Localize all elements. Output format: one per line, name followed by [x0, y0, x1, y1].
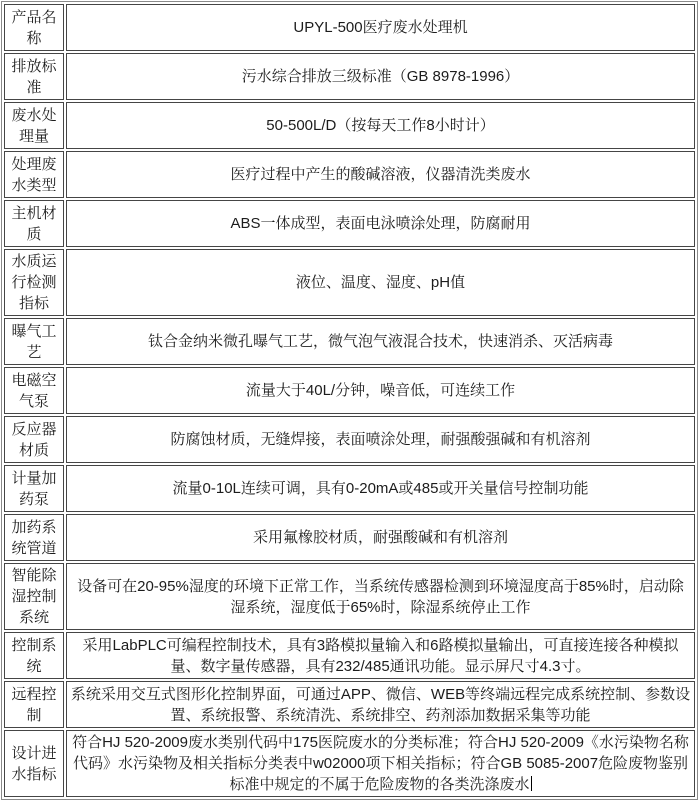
spec-label: 曝气工艺: [4, 318, 64, 365]
table-row: [4, 730, 695, 797]
spec-value: 采用氟橡胶材质，耐强酸碱和有机溶剂: [66, 514, 695, 561]
spec-label: 智能除湿控制系统: [4, 563, 64, 630]
spec-label: 产品名称: [4, 4, 64, 51]
table-row: [4, 249, 695, 316]
table-row: [4, 465, 695, 512]
spec-value: 50-500L/D（按每天工作8小时计）: [66, 102, 695, 149]
spec-label: 反应器材质: [4, 416, 64, 463]
spec-label: 控制系统: [4, 632, 64, 679]
spec-label: 处理废水类型: [4, 151, 64, 198]
spec-value: 采用LabPLC可编程控制技术，具有3路模拟量输入和6路模拟量输出，可直接连接各种模拟量、数字量传感器，具有232/485通讯功能。显示屏尺寸4.3寸。: [66, 632, 695, 679]
spec-label: 主机材质: [4, 200, 64, 247]
table-row: [4, 102, 695, 149]
spec-label: 计量加药泵: [4, 465, 64, 512]
product-spec-table: [1, 1, 698, 800]
table-row: [4, 200, 695, 247]
spec-label: 水质运行检测指标: [4, 249, 64, 316]
spec-value: 液位、温度、湿度、pH值: [66, 249, 695, 316]
text-cursor: [531, 776, 532, 791]
table-row: [4, 632, 695, 679]
table-row: [4, 53, 695, 100]
spec-value: [66, 730, 695, 797]
table-row: [4, 563, 695, 630]
table-row: [4, 151, 695, 198]
spec-value: 流量大于40L/分钟，噪音低，可连续工作: [66, 367, 695, 414]
spec-label: 排放标准: [4, 53, 64, 100]
spec-label: 废水处理量: [4, 102, 64, 149]
spec-value: 设备可在20-95%湿度的环境下正常工作，当系统传感器检测到环境湿度高于85%时，启动除湿系统，湿度低于65%时，除湿系统停止工作: [66, 563, 695, 630]
spec-value: 钛合金纳米微孔曝气工艺，微气泡气液混合技术，快速消杀、灭活病毒: [66, 318, 695, 365]
spec-value: ABS一体成型，表面电泳喷涂处理，防腐耐用: [66, 200, 695, 247]
spec-value: 防腐蚀材质，无缝焊接，表面喷涂处理，耐强酸强碱和有机溶剂: [66, 416, 695, 463]
table-row: [4, 514, 695, 561]
table-row: [4, 367, 695, 414]
spec-label: 远程控制: [4, 681, 64, 728]
spec-value: 污水综合排放三级标准（GB 8978-1996）: [66, 53, 695, 100]
spec-label: 电磁空气泵: [4, 367, 64, 414]
table-row: [4, 318, 695, 365]
spec-value: 医疗过程中产生的酸碱溶液，仪器清洗类废水: [66, 151, 695, 198]
spec-label: 设计进水指标: [4, 730, 64, 797]
spec-value: UPYL-500医疗废水处理机: [66, 4, 695, 51]
spec-value: 系统采用交互式图形化控制界面，可通过APP、微信、WEB等终端远程完成系统控制、参数设置、系统报警、系统清洗、系统排空、药剂添加数据采集等功能: [66, 681, 695, 728]
spec-value: 流量0-10L连续可调，具有0-20mA或485或开关量信号控制功能: [66, 465, 695, 512]
table-row: [4, 681, 695, 728]
table-row: [4, 416, 695, 463]
spec-label: 加药系统管道: [4, 514, 64, 561]
spec-value-text: 符合HJ 520-2009废水类别代码中175医院废水的分类标准；符合HJ 520-2009《水污染物名称代码》水污染物及相关指标分类表中w02000项下相关指标；符合GB 5085-2007危险废物鉴别标准中规定的不属于危险废物的各类洗涤废水: [72, 734, 689, 793]
table-row: [4, 4, 695, 51]
